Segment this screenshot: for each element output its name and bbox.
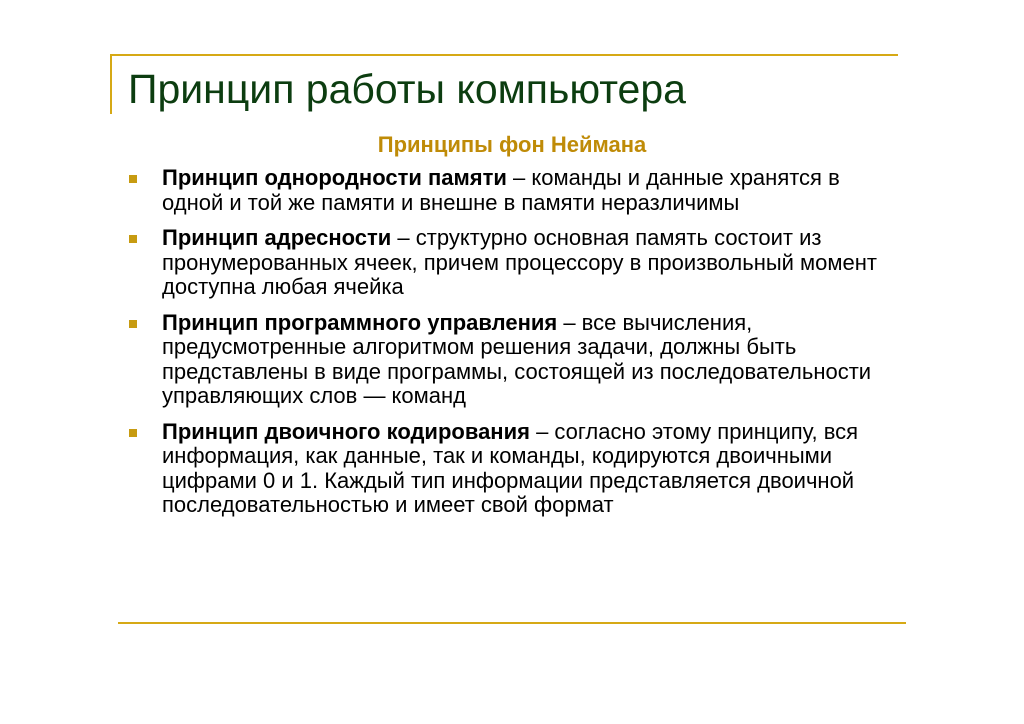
principle-text: – все вычисления, предусмотренные алгоритмом решения задачи, должны быть представлены в виде программы, состоящей из последовательности управляющих слов — команд xyxy=(162,309,872,408)
bottom-divider xyxy=(118,622,906,624)
principle-term: Принцип двоичного кодирования xyxy=(162,418,530,444)
list-item xyxy=(126,420,896,518)
square-bullet-icon xyxy=(129,235,137,243)
slide-subtitle: Принципы фон Неймана xyxy=(377,132,647,157)
principle-term: Принцип программного управления xyxy=(162,309,558,335)
square-bullet-icon xyxy=(129,175,137,183)
list-item xyxy=(126,311,896,409)
principle-text: – структурно основная память состоит из пронумерованных ячеек, причем процессору в произвольный момент доступна любая ячейка xyxy=(162,225,877,299)
square-bullet-icon xyxy=(129,429,137,437)
principle-text: – согласно этому принципу, вся информация, как данные, так и команды, кодируются двоичными цифрами 0 и 1. Каждый тип информации представляется двоичной последовательностью и имеет свой формат xyxy=(162,418,859,517)
top-divider xyxy=(110,54,898,56)
list-item xyxy=(126,166,896,215)
left-divider xyxy=(110,54,112,114)
principles-list xyxy=(126,166,896,529)
list-item xyxy=(126,226,896,300)
principle-text: – команды и данные хранятся в одной и той же памяти и внешне в памяти неразличимы xyxy=(162,165,840,215)
square-bullet-icon xyxy=(129,320,137,328)
principle-term: Принцип однородности памяти xyxy=(162,165,507,190)
slide-title: Принцип работы компьютера xyxy=(128,66,686,112)
principle-term: Принцип адресности xyxy=(162,225,392,250)
